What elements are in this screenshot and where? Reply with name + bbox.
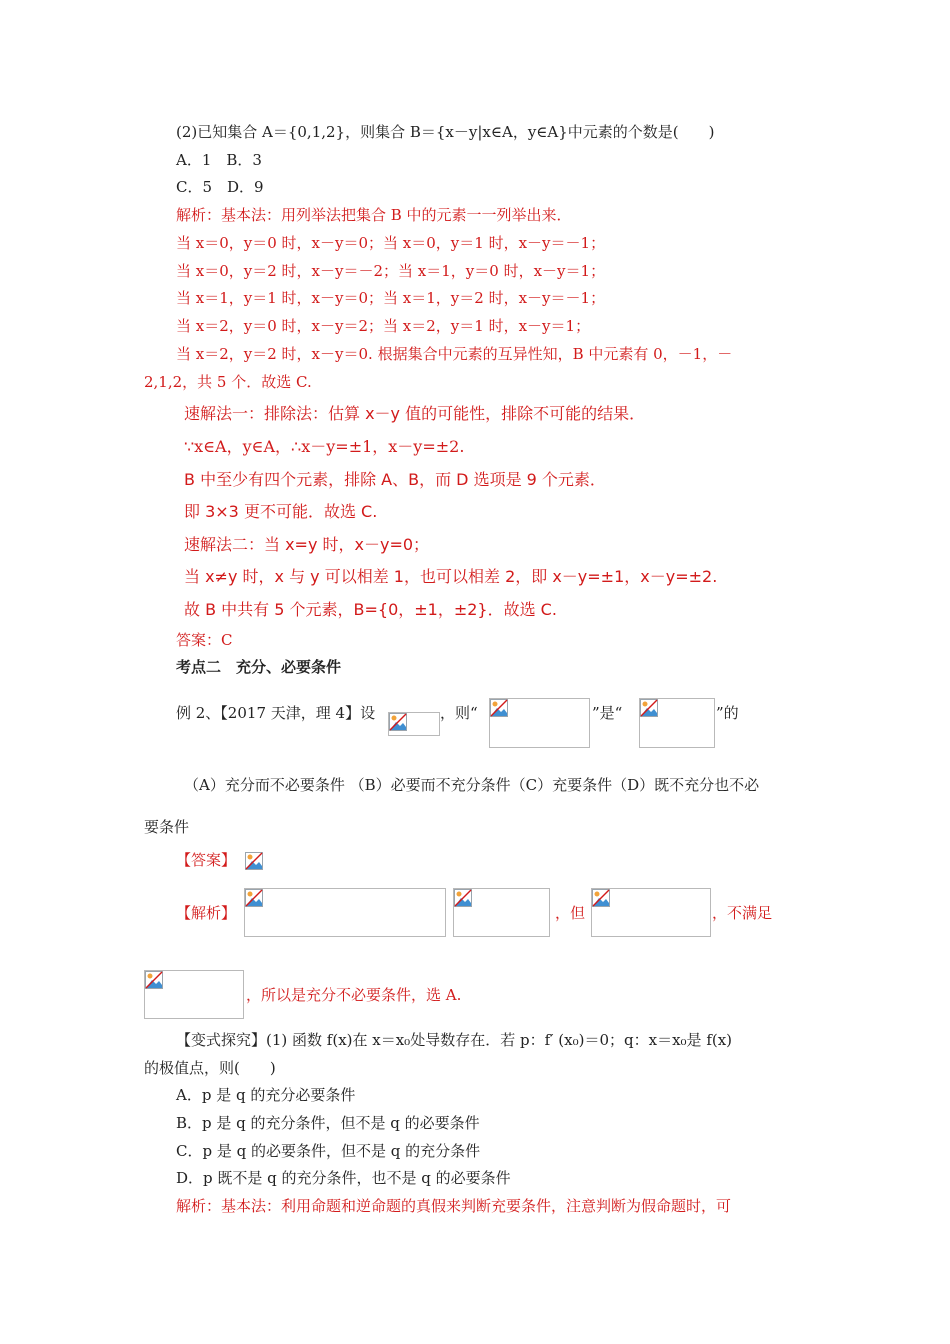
analysis-line-3: 当 x＝0，y＝2 时，x－y＝－2；当 x＝1，y＝0 时，x－y＝1； [176, 262, 606, 280]
analysis-line-5: 当 x＝2，y＝0 时，x－y＝2；当 x＝2，y＝1 时，x－y＝1； [176, 317, 591, 335]
fast-method-1-title: 速解法一：排除法：估算 x－y 值的可能性，排除不可能的结果． [184, 404, 646, 423]
question-options-cd: C．5 D．9 [176, 178, 264, 196]
variant-stem-2: 的极值点，则( ) [144, 1059, 276, 1077]
fast-method-2-title: 速解法二：当 x=y 时，x－y=0； [184, 535, 430, 554]
variant-option-a: A．p 是 q 的充分必要条件 [176, 1086, 356, 1104]
example-conclusion: ，所以是充分不必要条件，选 A. [246, 986, 462, 1004]
question-stem: (2)已知集合 A＝{0,1,2}，则集合 B＝{x－y|x∈A，y∈A}中元素的个数是( ) [176, 123, 715, 141]
section-title: 考点二 充分、必要条件 [176, 658, 342, 676]
fast-method-1-line-2: ∵x∈A，y∈A，∴x－y=±1，x－y=±2. [184, 437, 465, 456]
variant-option-c: C．p 是 q 的必要条件，但不是 q 的充分条件 [176, 1142, 481, 1160]
broken-image-icon [454, 889, 472, 907]
example-options-cont: 要条件 [144, 818, 190, 836]
analysis-line-4: 当 x＝1，y＝1 时，x－y＝0；当 x＝1，y＝2 时，x－y＝－1； [176, 289, 606, 307]
example-analysis-label: 【解析】 [176, 904, 237, 922]
analysis-line-6: 当 x＝2，y＝2 时，x－y＝0. 根据集合中元素的互异性知，B 中元素有 0，－1，－ [176, 345, 733, 363]
variant-option-b: B．p 是 q 的充分条件，但不是 q 的必要条件 [176, 1114, 480, 1132]
broken-image-icon [245, 852, 263, 870]
broken-image-icon [640, 699, 658, 717]
broken-image-icon [389, 713, 407, 731]
variant-option-d: D．p 既不是 q 的充分条件，也不是 q 的必要条件 [176, 1169, 511, 1187]
variant-stem-1: 【变式探究】(1) 函数 f(x)在 x＝x₀处导数存在．若 p：f′ (x₀)＝0；q：x＝x₀是 f(x) [176, 1031, 733, 1049]
formula-image-analysis-1 [244, 888, 446, 937]
example-is: ”是“ [592, 704, 623, 722]
answer-line: 答案：C [176, 631, 233, 649]
example-not-satisfy: ，不满足 [712, 904, 773, 922]
example-then: ，则“ [440, 704, 478, 722]
fast-method-1-line-4: 即 3×3 更不可能．故选 C. [184, 502, 378, 521]
example-prefix: 例 2、【2017 天津，理 4】设 [176, 704, 376, 722]
fast-method-2-line-2: 当 x≠y 时，x 与 y 可以相差 1，也可以相差 2，即 x－y=±1，x－y=±2. [184, 567, 718, 586]
example-of: ”的 [716, 704, 739, 722]
analysis-line-1: 解析：基本法：用列举法把集合 B 中的元素一一列举出来． [176, 206, 572, 224]
broken-image-icon [490, 699, 508, 717]
fast-method-1-line-3: B 中至少有四个元素，排除 A、B，而 D 选项是 9 个元素． [184, 470, 606, 489]
broken-image-icon [145, 971, 163, 989]
example-answer-label: 【答案】 [176, 851, 237, 869]
question-options-ab: A．1 B．3 [176, 151, 262, 169]
analysis-line-2: 当 x＝0，y＝0 时，x－y＝0；当 x＝0，y＝1 时，x－y＝－1； [176, 234, 606, 252]
fast-method-2-line-3: 故 B 中共有 5 个元素，B={0，±1，±2}．故选 C. [184, 600, 557, 619]
example-but: ，但 [555, 904, 586, 922]
broken-image-icon [245, 889, 263, 907]
example-options: （A）充分而不必要条件 （B）必要而不充分条件（C）充要条件（D）既不充分也不必 [184, 776, 760, 794]
broken-image-icon [592, 889, 610, 907]
analysis-line-7: 2,1,2，共 5 个．故选 C. [144, 373, 312, 391]
variant-analysis: 解析：基本法：利用命题和逆命题的真假来判断充要条件，注意判断为假命题时，可 [176, 1197, 732, 1215]
